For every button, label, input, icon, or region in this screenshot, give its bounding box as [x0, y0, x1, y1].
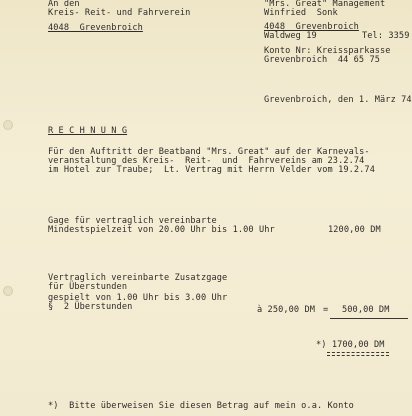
- item2-equals: =: [323, 305, 329, 315]
- recipient-line: Kreis- Reit- und Fahrverein: [48, 8, 191, 18]
- total-double-rule: [327, 352, 389, 353]
- recipient-line: An den: [48, 0, 80, 9]
- item2-rate: à 250,00 DM: [257, 305, 316, 315]
- total-double-rule: [327, 355, 389, 356]
- sender-name: "Mrs. Great" Management: [264, 0, 386, 9]
- item1-amount: 1200,00 DM: [328, 225, 381, 235]
- item2-line: § 2 Überstunden: [48, 302, 133, 312]
- subtotal-rule: [330, 318, 408, 319]
- payment-footnote: *) Bitte überweisen Sie diesen Betrag auf mein o.a. Konto: [48, 401, 354, 411]
- sender-bank-account: Grevenbroich 44 65 75: [264, 55, 381, 65]
- item1-line: Mindestspielzeit von 20.00 Uhr bis 1.00 Uhr: [48, 225, 275, 235]
- item1-line: Gage für vertraglich vereinbarte: [48, 216, 217, 226]
- item2-line: gespielt von 1.00 Uhr bis 3.00 Uhr: [48, 293, 228, 303]
- item2-amount: 500,00 DM: [342, 305, 390, 315]
- recipient-city: 4048 Grevenbroich: [48, 23, 143, 33]
- date-line: Grevenbroich, den 1. März 74: [264, 95, 412, 105]
- intro-line: Für den Auftritt der Beatband "Mrs. Great" auf der Karnevals-: [48, 147, 370, 157]
- punch-hole: [3, 120, 13, 130]
- item2-line: für Überstunden: [48, 282, 128, 292]
- sender-phone: Tel: 3359: [362, 31, 410, 41]
- item2-line: Vertraglich vereinbarte Zusatzgage: [48, 273, 228, 283]
- sender-city: 4048 Grevenbroich: [264, 22, 359, 32]
- intro-line: im Hotel zur Traube; Lt. Vertrag mit Herrn Velder vom 19.2.74: [48, 165, 375, 175]
- punch-hole: [3, 286, 13, 296]
- sender-bank: Konto Nr: Kreissparkasse: [264, 46, 391, 56]
- invoice-heading: R E C H N U N G: [48, 126, 128, 136]
- invoice-total: *) 1700,00 DM: [316, 340, 385, 350]
- sender-person: Winfried Sonk: [264, 8, 338, 18]
- sender-street: Waldweg 19: [264, 31, 317, 41]
- intro-line: veranstaltung des Kreis- Reit- und Fahrvereins am 23.2.74: [48, 156, 365, 166]
